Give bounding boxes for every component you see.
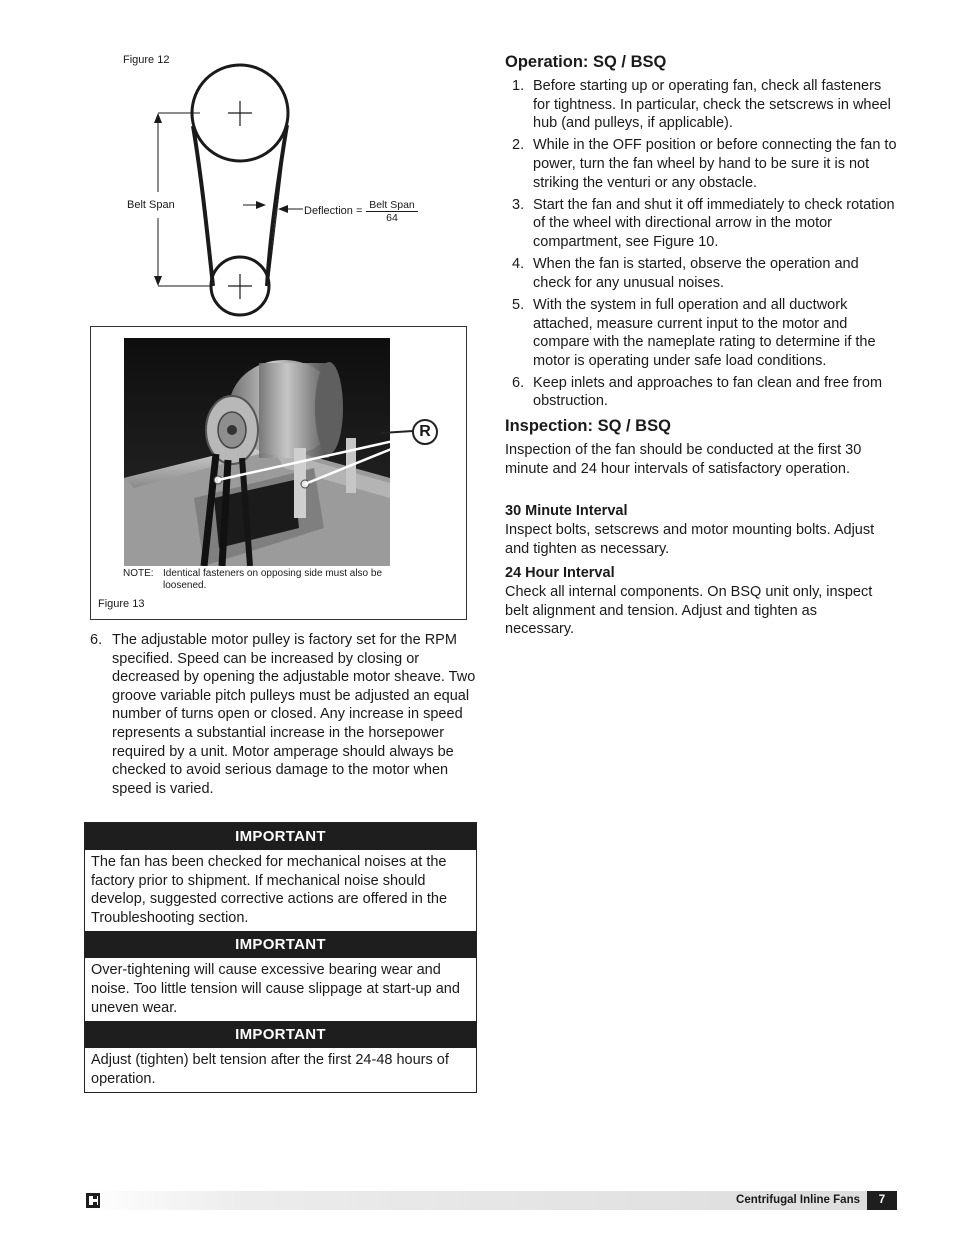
step-text: Keep inlets and approaches to fan clean and free from obstruction.: [533, 374, 883, 410]
note-key: NOTE:: [123, 568, 154, 579]
list-item: [505, 374, 897, 411]
motor-pulley-photo: [124, 338, 390, 566]
interval-24-heading: 24 Hour Interval: [505, 565, 615, 581]
inspection-intro: Inspection of the fan should be conducted at the first 30 minute and 24 hour intervals of satisfactory operation.: [505, 442, 862, 477]
fraction-denominator: 64: [386, 212, 398, 224]
callout-marker-r: R: [412, 419, 438, 445]
list-item: [505, 255, 897, 292]
belt-span-diagram: [120, 60, 430, 322]
important-text: Over-tightening will cause excessive bearing wear and noise. Too little tension will cause slippage at start-up and uneven wear.: [91, 962, 460, 1016]
interval-24-text: Check all internal components. On BSQ unit only, inspect belt alignment and tension. Adjust and tighten as necessary.: [505, 584, 873, 638]
interval-30-heading: 30 Minute Interval: [505, 503, 628, 519]
figure-12-caption: Figure 12: [123, 54, 170, 66]
step-number: 4.: [512, 256, 525, 273]
list-item: [505, 77, 897, 133]
step-text: The adjustable motor pulley is factory set for the RPM specified. Speed can be increased by closing or decreased by opening the adjustable motor sheave. Two groove variable pitch pulleys must be adjusted an equal number of turns open or closed. Any increase in speed represents a substantial increase in the horsepower required by a unit. Motor amperage should always be checked to avoid serious damage to the motor when speed is varied.: [112, 632, 476, 797]
footer-title: Centrifugal Inline Fans: [736, 1194, 860, 1206]
step-number: 6.: [512, 374, 525, 391]
operation-steps: [505, 77, 897, 415]
step-text: While in the OFF position or before connecting the fan to power, turn the fan wheel by hand to be sure it is not striking the venturi or any obstacle.: [533, 137, 897, 191]
callout-leader: [381, 427, 415, 437]
page-footer: [84, 1191, 897, 1210]
list-item: [505, 296, 897, 370]
important-notices: [84, 822, 477, 1093]
step-6-paragraph: [90, 631, 482, 798]
important-heading: IMPORTANT: [85, 1021, 476, 1048]
step-text: With the system in full operation and all ductwork attached, measure current input to the motor and compare with the nameplate rating to determine if the motor is operating under safe load conditions.: [533, 296, 876, 369]
list-item: [505, 136, 897, 192]
inspection-heading: Inspection: SQ / BSQ: [505, 417, 671, 435]
important-text: The fan has been checked for mechanical noises at the factory prior to shipment. If mechanical noise should develop, suggested corrective actions are offered in the Troubleshooting section.: [91, 854, 448, 926]
deflection-fraction: [366, 199, 418, 224]
fraction-numerator: Belt Span: [366, 199, 418, 212]
important-heading: IMPORTANT: [85, 931, 476, 958]
deflection-label: Deflection =: [304, 205, 363, 217]
step-text: When the fan is started, observe the operation and check for any unusual noises.: [533, 256, 859, 291]
belt-span-label: Belt Span: [127, 199, 175, 211]
page-number: 7: [867, 1191, 897, 1210]
figure-13-caption: Figure 13: [98, 598, 145, 610]
note-text: Identical fasteners on opposing side must also be loosened.: [163, 568, 383, 591]
interval-30-text: Inspect bolts, setscrews and motor mounting bolts. Adjust and tighten as necessary.: [505, 522, 875, 557]
step-number: 6.: [90, 632, 103, 648]
important-text: Adjust (tighten) belt tension after the first 24-48 hours of operation.: [91, 1052, 449, 1087]
operation-heading: Operation: SQ / BSQ: [505, 53, 667, 71]
important-heading: IMPORTANT: [85, 823, 476, 850]
figure-13-box: [90, 326, 467, 620]
step-number: 1.: [512, 78, 525, 94]
step-number: 5.: [512, 296, 525, 313]
step-text: Before starting up or operating fan, check all fasteners for tightness. In particular, check the setscrews in wheel hub (and pulleys, if applicable).: [533, 78, 891, 132]
figure-13-note: [123, 568, 403, 592]
step-number: 3.: [512, 196, 525, 213]
company-logo-icon: [84, 1191, 102, 1210]
list-item: [505, 196, 897, 252]
step-number: 2.: [512, 137, 525, 154]
step-text: Start the fan and shut it off immediately to check rotation of the wheel with directional arrow in the motor compartment, see Figure 10.: [533, 196, 895, 250]
